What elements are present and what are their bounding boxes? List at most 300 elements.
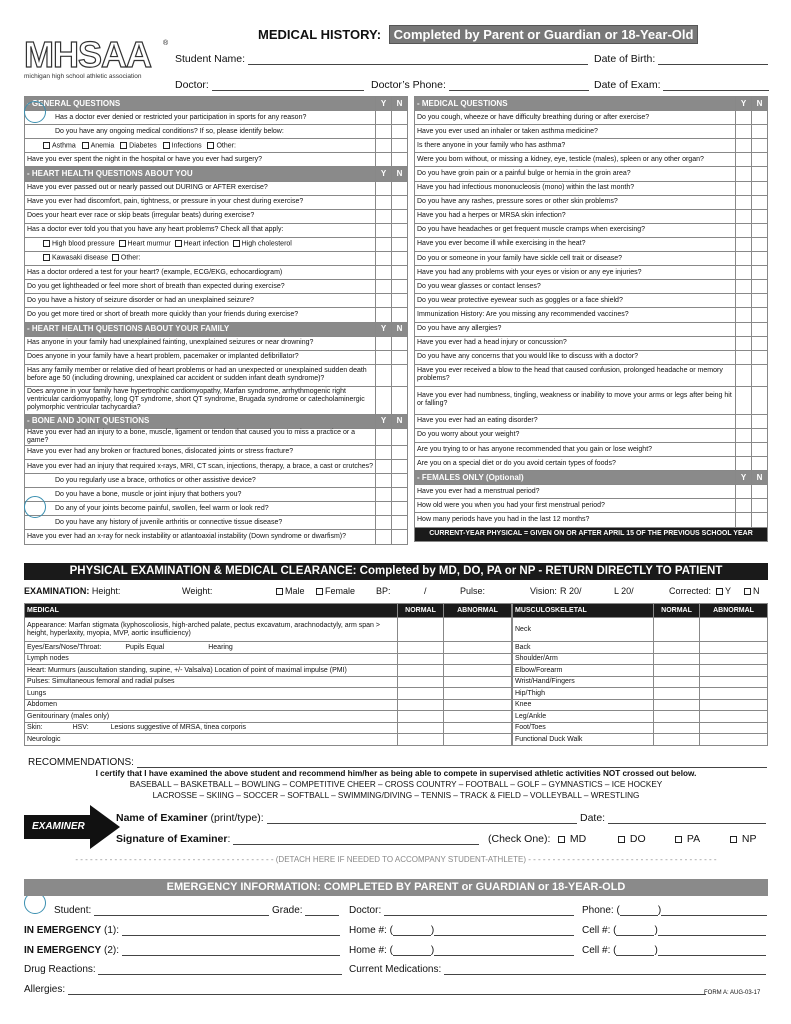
table-row bbox=[415, 294, 768, 308]
sports-list-1: BASEBALL – BASKETBALL – BOWLING – COMPETITIVE CHEER – CROSS COUNTRY – FOOTBALL – GOLF – GYMNASTICS – ICE HOCKEY bbox=[129, 780, 663, 789]
yes-box[interactable] bbox=[736, 336, 752, 350]
yes-box[interactable] bbox=[376, 386, 392, 414]
exam-date-field[interactable] bbox=[594, 79, 769, 91]
no-box[interactable] bbox=[752, 139, 768, 153]
abnormal-box[interactable] bbox=[700, 618, 768, 642]
exam-item bbox=[25, 722, 398, 734]
yes-box[interactable] bbox=[736, 195, 752, 209]
abnormal-box[interactable] bbox=[700, 734, 768, 746]
question: Are you trying to or has anyone recommended that you gain or lose weight? bbox=[415, 442, 736, 456]
em-student-field[interactable] bbox=[54, 905, 269, 916]
abnormal-box[interactable] bbox=[444, 653, 512, 665]
emergency-2-label: IN EMERGENCY bbox=[24, 945, 102, 956]
yes-box[interactable] bbox=[736, 167, 752, 181]
table-row bbox=[415, 181, 768, 195]
no-box[interactable] bbox=[752, 252, 768, 266]
normal-box[interactable] bbox=[654, 699, 700, 711]
yes-box[interactable] bbox=[376, 445, 392, 459]
table-row bbox=[513, 711, 768, 723]
table-row bbox=[25, 530, 408, 544]
table-row bbox=[25, 722, 512, 734]
no-box[interactable] bbox=[392, 266, 408, 280]
normal-box[interactable] bbox=[654, 688, 700, 700]
yes-box[interactable] bbox=[376, 223, 392, 237]
heart-options-2 bbox=[25, 252, 376, 266]
no-box[interactable] bbox=[392, 488, 408, 502]
sports-list-2: LACROSSE – SKIING – SOCCER – SOFTBALL – SWIMMING/DIVING – TENNIS – TRACK & FIELD – VOLLEYBALL – WRESTLING bbox=[152, 791, 640, 800]
vision-right: R 20/ bbox=[560, 586, 582, 596]
logo-text: MHSAA bbox=[24, 34, 151, 75]
question: Have you ever had numbness, tingling, weakness or inability to move your arms or legs after being hit or falling? bbox=[415, 386, 736, 414]
cell-1-line[interactable] bbox=[658, 926, 766, 936]
em-student-line[interactable] bbox=[94, 906, 269, 916]
no-box[interactable] bbox=[392, 502, 408, 516]
em-phone-line[interactable] bbox=[661, 906, 767, 916]
table-row bbox=[25, 665, 512, 677]
no-box[interactable] bbox=[752, 442, 768, 456]
emergency-2-field[interactable] bbox=[24, 945, 340, 956]
no-box[interactable] bbox=[752, 364, 768, 386]
name-label: Name of Examiner bbox=[116, 812, 208, 824]
table-row bbox=[25, 711, 512, 723]
yes-box[interactable] bbox=[376, 516, 392, 530]
table-row bbox=[25, 252, 408, 266]
normal-box[interactable] bbox=[654, 711, 700, 723]
table-row bbox=[25, 445, 408, 459]
dob-field[interactable] bbox=[594, 53, 768, 65]
table-row bbox=[415, 209, 768, 223]
signature-field[interactable]: Signature of Examiner: bbox=[116, 833, 479, 845]
no-box[interactable] bbox=[752, 153, 768, 167]
cell-2-area[interactable] bbox=[616, 946, 654, 956]
yes-box[interactable] bbox=[736, 364, 752, 386]
table-row bbox=[415, 252, 768, 266]
n-col: N bbox=[392, 97, 408, 111]
question: Have you ever had discomfort, pain, tightness, or pressure in your chest during exercise? bbox=[25, 195, 376, 209]
no-label: N bbox=[753, 586, 760, 596]
yes-box[interactable] bbox=[736, 223, 752, 237]
heart-header: - HEART HEALTH QUESTIONS ABOUT YOU bbox=[25, 167, 376, 181]
checkbox[interactable] bbox=[163, 142, 170, 149]
yes-box[interactable] bbox=[736, 350, 752, 364]
question: Do you have any ongoing medical conditions? If so, please identify below: bbox=[25, 125, 376, 139]
exam-item: Pulses: Simultaneous femoral and radial pulses bbox=[25, 676, 398, 688]
exam-date-line[interactable] bbox=[663, 80, 769, 91]
no-box[interactable] bbox=[392, 516, 408, 530]
yes-box[interactable] bbox=[736, 153, 752, 167]
no-box[interactable] bbox=[392, 294, 408, 308]
abnormal-box[interactable] bbox=[444, 722, 512, 734]
yes-box[interactable] bbox=[376, 252, 392, 266]
normal-box[interactable] bbox=[398, 688, 444, 700]
question: Do you have any history of juvenile arthritis or connective tissue disease? bbox=[25, 516, 376, 530]
male-checkbox[interactable] bbox=[276, 588, 283, 595]
table-row bbox=[415, 139, 768, 153]
no-box[interactable] bbox=[392, 195, 408, 209]
no-box[interactable] bbox=[392, 181, 408, 195]
question: Do you or someone in your family have sickle cell trait or disease? bbox=[415, 252, 736, 266]
exam-item: Neck bbox=[513, 618, 654, 642]
question: Do you get lightheaded or feel more short of breath than expected during exercise? bbox=[25, 280, 376, 294]
yes-box[interactable] bbox=[376, 502, 392, 516]
no-box[interactable] bbox=[392, 364, 408, 386]
yes-box[interactable] bbox=[736, 280, 752, 294]
yes-box[interactable] bbox=[736, 308, 752, 322]
exam-bar: PHYSICAL EXAMINATION & MEDICAL CLEARANCE: Completed by MD, DO, PA or NP - RETURN DIRECTLY TO PATIENT bbox=[24, 563, 768, 580]
checkbox[interactable] bbox=[112, 254, 119, 261]
home-1-line[interactable] bbox=[434, 926, 574, 936]
table-row bbox=[25, 237, 408, 251]
exam-item: Heart: Murmurs (auscultation standing, supine, +/- Valsalva) Location of point of maximal impulse (PMI) bbox=[25, 665, 398, 677]
current-meds-line[interactable] bbox=[444, 965, 766, 975]
yes-box[interactable] bbox=[376, 530, 392, 544]
table-row bbox=[513, 653, 768, 665]
no-box[interactable] bbox=[392, 445, 408, 459]
no-box[interactable] bbox=[752, 386, 768, 414]
question: Do you regularly use a brace, orthotics or other assistive device? bbox=[25, 474, 376, 488]
em-phone-field[interactable]: Phone: ( ) bbox=[582, 905, 767, 916]
home-2-field[interactable]: Home #: ( ) bbox=[349, 945, 574, 956]
doctor-phone-field[interactable] bbox=[371, 79, 589, 91]
normal-box[interactable] bbox=[654, 665, 700, 677]
yes-box[interactable] bbox=[736, 499, 752, 513]
no-box[interactable] bbox=[752, 513, 768, 527]
yes-box[interactable] bbox=[376, 459, 392, 473]
mhsaa-logo bbox=[24, 36, 164, 88]
yes-box[interactable] bbox=[736, 294, 752, 308]
no-box[interactable] bbox=[392, 280, 408, 294]
exam-item: Knee bbox=[513, 699, 654, 711]
no-box[interactable] bbox=[752, 125, 768, 139]
normal-box[interactable] bbox=[654, 618, 700, 642]
no-box[interactable] bbox=[752, 336, 768, 350]
yes-box[interactable] bbox=[376, 428, 392, 445]
no-box[interactable] bbox=[752, 350, 768, 364]
question: Does anyone in your family have hypertrophic cardiomyopathy, Marfan syndrome, arrhythmogenic right ventricular cardiomyopathy, long QT syndrome, short QT syndrome, Brugada syndrome or catecholaminergic polymorphic ventricular tachycardia? bbox=[25, 386, 376, 414]
yes-box[interactable] bbox=[736, 209, 752, 223]
np-checkbox[interactable] bbox=[730, 836, 737, 843]
corrected-yes-checkbox[interactable] bbox=[716, 588, 723, 595]
exam-item bbox=[25, 642, 398, 654]
yes-box[interactable] bbox=[376, 308, 392, 322]
y-col: Y bbox=[736, 471, 752, 485]
question: Have you ever used an inhaler or taken asthma medicine? bbox=[415, 125, 736, 139]
table-row bbox=[415, 485, 768, 499]
question: Do you have any allergies? bbox=[415, 322, 736, 336]
recommendations-field[interactable] bbox=[28, 757, 767, 768]
abnormal-box[interactable] bbox=[700, 688, 768, 700]
table-row bbox=[415, 266, 768, 280]
question: Has anyone in your family had unexplained fainting, unexplained seizures or near drowning? bbox=[25, 336, 376, 350]
exam-item: Back bbox=[513, 642, 654, 654]
no-box[interactable] bbox=[752, 294, 768, 308]
date-line[interactable] bbox=[608, 814, 766, 824]
heart-options bbox=[25, 237, 376, 251]
pa-checkbox[interactable] bbox=[675, 836, 682, 843]
normal-box[interactable] bbox=[398, 665, 444, 677]
no-box[interactable] bbox=[392, 209, 408, 223]
student-name-line[interactable] bbox=[248, 54, 588, 65]
general-header: - GENERAL QUESTIONS bbox=[25, 97, 376, 111]
abnormal-box[interactable] bbox=[700, 653, 768, 665]
question: Have you ever had an injury to a bone, muscle, ligament or tendon that caused you to miss a practice or a game? bbox=[25, 428, 376, 445]
cell-2-line[interactable] bbox=[658, 946, 766, 956]
no-box[interactable] bbox=[392, 428, 408, 445]
normal-box[interactable] bbox=[654, 653, 700, 665]
abnormal-box[interactable] bbox=[700, 722, 768, 734]
em-phone-area[interactable] bbox=[620, 906, 658, 916]
table-row bbox=[415, 280, 768, 294]
doctor-field[interactable] bbox=[175, 79, 364, 91]
no-box[interactable] bbox=[392, 474, 408, 488]
emergency-2-line[interactable] bbox=[122, 946, 340, 956]
no-box[interactable] bbox=[752, 414, 768, 428]
musc-col: MUSCULOSKELETAL bbox=[513, 604, 654, 618]
no-box[interactable] bbox=[752, 266, 768, 280]
checkbox[interactable] bbox=[43, 240, 50, 247]
em-doctor-field[interactable] bbox=[349, 905, 574, 916]
no-box[interactable] bbox=[752, 428, 768, 442]
abnormal-box[interactable] bbox=[444, 618, 512, 642]
no-box[interactable] bbox=[392, 336, 408, 350]
table-row bbox=[513, 665, 768, 677]
yes-box[interactable] bbox=[376, 153, 392, 167]
yes-box[interactable] bbox=[736, 386, 752, 414]
table-row bbox=[25, 125, 408, 139]
yes-box[interactable] bbox=[376, 266, 392, 280]
yes-box[interactable] bbox=[376, 139, 392, 153]
cell-2-field[interactable]: Cell #: ( ) bbox=[582, 945, 766, 956]
em-grade-line[interactable] bbox=[305, 906, 339, 916]
normal-box[interactable] bbox=[654, 676, 700, 688]
yes-box[interactable] bbox=[376, 237, 392, 251]
abnormal-box[interactable] bbox=[444, 665, 512, 677]
abnormal-box[interactable] bbox=[444, 699, 512, 711]
normal-box[interactable] bbox=[398, 722, 444, 734]
yes-label: Y bbox=[725, 586, 732, 596]
yes-box[interactable] bbox=[736, 442, 752, 456]
checkbox[interactable] bbox=[175, 240, 182, 247]
pa-label: PA bbox=[686, 833, 701, 845]
corrected-no-checkbox[interactable] bbox=[744, 588, 751, 595]
yes-box[interactable] bbox=[736, 457, 752, 471]
option-label: Diabetes bbox=[129, 142, 157, 149]
yes-box[interactable] bbox=[376, 125, 392, 139]
abnormal-box[interactable] bbox=[700, 676, 768, 688]
yes-box[interactable] bbox=[376, 280, 392, 294]
no-box[interactable] bbox=[752, 195, 768, 209]
home-2-line[interactable] bbox=[434, 946, 574, 956]
checkbox[interactable] bbox=[43, 254, 50, 261]
abnormal-box[interactable] bbox=[444, 676, 512, 688]
checkbox[interactable] bbox=[82, 142, 89, 149]
recommendations-line[interactable] bbox=[137, 758, 767, 768]
yes-box[interactable] bbox=[736, 125, 752, 139]
cell-1-area[interactable] bbox=[616, 926, 654, 936]
yes-box[interactable] bbox=[376, 111, 392, 125]
no-box[interactable] bbox=[392, 252, 408, 266]
exam-date-sign-field[interactable] bbox=[580, 812, 766, 824]
female-checkbox[interactable] bbox=[316, 588, 323, 595]
medical-exam-table bbox=[24, 603, 512, 746]
question: Have you ever had a head injury or concussion? bbox=[415, 336, 736, 350]
yes-box[interactable] bbox=[376, 350, 392, 364]
drug-reactions-line[interactable] bbox=[98, 965, 342, 975]
abnormal-box[interactable] bbox=[700, 642, 768, 654]
dob-line[interactable] bbox=[658, 54, 768, 65]
y-col: Y bbox=[376, 167, 392, 181]
current-meds-field[interactable] bbox=[349, 964, 766, 975]
name-line[interactable] bbox=[267, 814, 577, 824]
question: Have you ever had any broken or fractured bones, dislocated joints or stress fracture? bbox=[25, 445, 376, 459]
checkbox[interactable] bbox=[119, 240, 126, 247]
normal-box[interactable] bbox=[654, 642, 700, 654]
normal-box[interactable] bbox=[398, 618, 444, 642]
question: Has a doctor ever denied or restricted your participation in sports for any reason? bbox=[25, 111, 376, 125]
logo-subtitle: michigan high school athletic association bbox=[24, 73, 142, 80]
checkbox[interactable] bbox=[43, 142, 50, 149]
yes-box[interactable] bbox=[736, 428, 752, 442]
table-row bbox=[25, 195, 408, 209]
no-box[interactable] bbox=[752, 237, 768, 251]
doctor-phone-line[interactable] bbox=[449, 80, 589, 91]
examiner-name-field[interactable] bbox=[116, 812, 577, 824]
yes-box[interactable] bbox=[736, 322, 752, 336]
home-2-area[interactable] bbox=[393, 946, 431, 956]
no-box[interactable] bbox=[752, 457, 768, 471]
abnormal-box[interactable] bbox=[700, 711, 768, 723]
doctor-line[interactable] bbox=[212, 80, 364, 91]
emergency-1-field[interactable] bbox=[24, 925, 340, 936]
title-label: MEDICAL HISTORY: bbox=[258, 27, 382, 42]
normal-box[interactable] bbox=[398, 699, 444, 711]
md-checkbox[interactable] bbox=[558, 836, 565, 843]
yes-box[interactable] bbox=[736, 139, 752, 153]
no-box[interactable] bbox=[752, 181, 768, 195]
yes-box[interactable] bbox=[736, 485, 752, 499]
yes-box[interactable] bbox=[376, 488, 392, 502]
drug-reactions-field[interactable] bbox=[24, 964, 342, 975]
student-name-field[interactable] bbox=[175, 53, 588, 65]
abnormal-box[interactable] bbox=[444, 688, 512, 700]
no-box[interactable] bbox=[752, 223, 768, 237]
home-1-area[interactable] bbox=[393, 926, 431, 936]
exam-item: Functional Duck Walk bbox=[513, 734, 654, 746]
abnormal-box[interactable] bbox=[444, 711, 512, 723]
question: Does your heart ever race or skip beats (irregular beats) during exercise? bbox=[25, 209, 376, 223]
yes-box[interactable] bbox=[736, 181, 752, 195]
normal-box[interactable] bbox=[654, 734, 700, 746]
normal-box[interactable] bbox=[654, 722, 700, 734]
yes-box[interactable] bbox=[736, 111, 752, 125]
yes-box[interactable] bbox=[376, 209, 392, 223]
no-box[interactable] bbox=[752, 209, 768, 223]
no-box[interactable] bbox=[752, 485, 768, 499]
yes-box[interactable] bbox=[376, 195, 392, 209]
no-box[interactable] bbox=[752, 280, 768, 294]
normal-box[interactable] bbox=[398, 642, 444, 654]
table-row bbox=[25, 223, 408, 237]
table-row bbox=[415, 513, 768, 527]
abnormal-box[interactable] bbox=[444, 734, 512, 746]
emergency-1-line[interactable] bbox=[122, 926, 340, 936]
abnormal-box[interactable] bbox=[700, 665, 768, 677]
option-label: Heart infection bbox=[183, 240, 229, 248]
no-box[interactable] bbox=[752, 499, 768, 513]
yes-box[interactable] bbox=[736, 513, 752, 527]
yes-box[interactable] bbox=[376, 294, 392, 308]
detach-text: (DETACH HERE IF NEEDED TO ACCOMPANY STUDENT-ATHLETE) bbox=[275, 855, 527, 864]
no-box[interactable] bbox=[392, 237, 408, 251]
signature-line[interactable] bbox=[233, 835, 479, 845]
normal-box[interactable] bbox=[398, 676, 444, 688]
title-subtitle: Completed by Parent or Guardian or 18-Year-Old bbox=[389, 25, 699, 44]
normal-box[interactable] bbox=[398, 734, 444, 746]
no-box[interactable] bbox=[392, 223, 408, 237]
no-box[interactable] bbox=[392, 139, 408, 153]
allergies-line[interactable] bbox=[68, 985, 706, 995]
option-label: Asthma bbox=[52, 142, 76, 149]
yes-box[interactable] bbox=[376, 364, 392, 386]
no-box[interactable] bbox=[392, 386, 408, 414]
no-box[interactable] bbox=[752, 167, 768, 181]
em-student-label: Student: bbox=[54, 905, 92, 916]
punch-hole-icon bbox=[24, 496, 46, 518]
yes-box[interactable] bbox=[736, 252, 752, 266]
em-doctor-line[interactable] bbox=[384, 906, 574, 916]
do-checkbox[interactable] bbox=[618, 836, 625, 843]
home-1-field[interactable]: Home #: ( ) bbox=[349, 925, 574, 936]
question: Do you have a bone, muscle or joint injury that bothers you? bbox=[25, 488, 376, 502]
checkbox[interactable] bbox=[233, 240, 240, 247]
question: Do you have groin pain or a painful bulge or hernia in the groin area? bbox=[415, 167, 736, 181]
em-phone-label: Phone: bbox=[582, 905, 614, 916]
normal-box[interactable] bbox=[398, 653, 444, 665]
no-box[interactable] bbox=[392, 111, 408, 125]
yes-box[interactable] bbox=[376, 181, 392, 195]
yes-box[interactable] bbox=[736, 414, 752, 428]
current-year-note: CURRENT-YEAR PHYSICAL = GIVEN ON OR AFTER APRIL 15 OF THE PREVIOUS SCHOOL YEAR bbox=[415, 527, 768, 541]
checkbox[interactable] bbox=[207, 142, 214, 149]
yes-box[interactable] bbox=[376, 474, 392, 488]
emergency-1-label: IN EMERGENCY bbox=[24, 925, 102, 936]
yes-box[interactable] bbox=[376, 336, 392, 350]
checkbox[interactable] bbox=[120, 142, 127, 149]
yes-box[interactable] bbox=[736, 266, 752, 280]
abnormal-box[interactable] bbox=[444, 642, 512, 654]
yes-box[interactable] bbox=[736, 237, 752, 251]
cell-1-field[interactable]: Cell #: ( ) bbox=[582, 925, 766, 936]
np-label: NP bbox=[741, 833, 757, 845]
no-box[interactable] bbox=[752, 111, 768, 125]
no-box[interactable] bbox=[752, 308, 768, 322]
normal-box[interactable] bbox=[398, 711, 444, 723]
em-grade-field[interactable] bbox=[272, 905, 339, 916]
signature-label: Signature of Examiner bbox=[116, 833, 228, 845]
no-box[interactable] bbox=[392, 308, 408, 322]
abnormal-box[interactable] bbox=[700, 699, 768, 711]
no-box[interactable] bbox=[392, 459, 408, 473]
allergies-field[interactable] bbox=[24, 984, 706, 995]
no-box[interactable] bbox=[392, 530, 408, 544]
no-box[interactable] bbox=[392, 350, 408, 364]
no-box[interactable] bbox=[752, 322, 768, 336]
no-box[interactable] bbox=[392, 153, 408, 167]
no-box[interactable] bbox=[392, 125, 408, 139]
table-row bbox=[25, 502, 408, 516]
question: Have you ever had an injury that required x-rays, MRI, CT scan, injections, therapy, a brace, a cast or crutches? bbox=[25, 459, 376, 473]
exam-item: Foot/Toes bbox=[513, 722, 654, 734]
